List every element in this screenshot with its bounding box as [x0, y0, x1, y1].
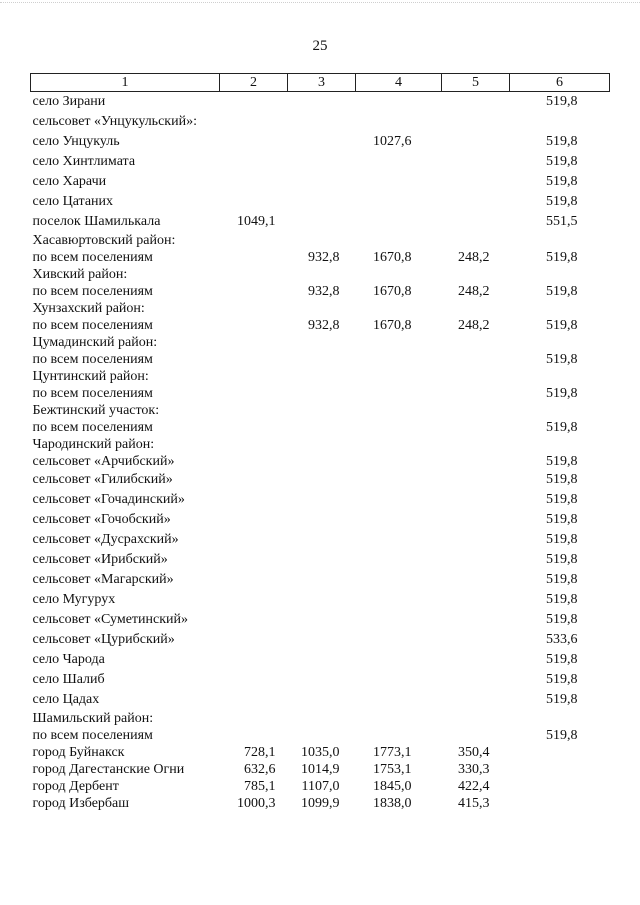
table-row	[31, 453, 610, 470]
row-value-c5	[442, 212, 510, 232]
row-name: сельсовет «Ирибский»	[32, 552, 168, 567]
row-value-c4: 1773,1	[373, 745, 412, 760]
row-value-c6	[510, 232, 610, 249]
row-value-c2: 785,1	[244, 779, 276, 794]
row-value-c6	[510, 778, 610, 795]
row-value-c4	[356, 385, 442, 402]
row-value-c5	[442, 300, 510, 317]
table-row	[31, 317, 610, 334]
table-body	[31, 92, 610, 813]
row-value-c5	[442, 385, 510, 402]
row-value-c3	[288, 152, 356, 172]
row-value-c3	[288, 232, 356, 249]
row-value-c3	[288, 172, 356, 192]
row-value-c4: 1027,6	[373, 134, 412, 149]
row-value-c4	[356, 351, 442, 368]
row-value-c5	[442, 351, 510, 368]
row-value-c5	[442, 530, 510, 550]
row-name: сельсовет «Магарский»	[32, 572, 174, 587]
row-value-c3: 1035,0	[301, 745, 340, 760]
row-value-c5	[442, 402, 510, 419]
table-row	[31, 283, 610, 300]
table-row	[31, 590, 610, 610]
row-value-c2	[220, 152, 288, 172]
table-row	[31, 112, 610, 132]
row-value-c2: 728,1	[244, 745, 276, 760]
row-value-c2	[220, 453, 288, 470]
row-value-c5	[442, 192, 510, 212]
row-name: по всем поселениям	[32, 318, 153, 333]
row-value-c6: 519,8	[546, 472, 578, 487]
row-value-c4	[356, 334, 442, 351]
row-value-c3	[288, 368, 356, 385]
row-value-c6: 519,8	[546, 94, 578, 109]
row-value-c4	[356, 630, 442, 650]
row-value-c3	[288, 530, 356, 550]
row-value-c5	[442, 334, 510, 351]
row-value-c6: 519,8	[546, 284, 578, 299]
row-value-c2	[220, 112, 288, 132]
row-value-c3: 932,8	[308, 318, 340, 333]
row-name: село Цатаних	[32, 194, 114, 209]
row-value-c2	[220, 402, 288, 419]
row-value-c5	[442, 670, 510, 690]
row-value-c5	[442, 232, 510, 249]
row-name: Хунзахский район:	[32, 301, 145, 316]
row-value-c4: 1845,0	[373, 779, 412, 794]
row-value-c5	[442, 132, 510, 152]
row-value-c3: 1099,9	[301, 796, 340, 811]
row-value-c6: 519,8	[546, 728, 578, 743]
row-value-c3	[288, 192, 356, 212]
row-value-c4	[356, 550, 442, 570]
row-value-c2	[220, 510, 288, 530]
row-value-c2	[220, 610, 288, 630]
row-value-c5	[442, 570, 510, 590]
table-row	[31, 610, 610, 630]
page-number: 25	[312, 38, 328, 54]
column-header-3: 3	[288, 74, 356, 92]
table-row	[31, 490, 610, 510]
row-value-c4	[356, 436, 442, 453]
row-value-c2	[220, 670, 288, 690]
table-row	[31, 727, 610, 744]
table-row	[31, 92, 610, 113]
table-row	[31, 385, 610, 402]
row-value-c4	[356, 470, 442, 490]
row-value-c2	[220, 232, 288, 249]
row-value-c2: 1000,3	[237, 796, 276, 811]
row-value-c4	[356, 212, 442, 232]
row-value-c5: 248,2	[458, 284, 490, 299]
row-value-c2	[220, 300, 288, 317]
table-row	[31, 266, 610, 283]
row-value-c6: 519,8	[546, 250, 578, 265]
row-name: сельсовет «Цурибский»	[32, 632, 175, 647]
row-value-c4	[356, 510, 442, 530]
row-value-c2	[220, 690, 288, 710]
row-value-c5: 415,3	[458, 796, 490, 811]
row-name: Бежтинский участок:	[32, 403, 160, 418]
row-value-c4	[356, 530, 442, 550]
row-value-c4	[356, 590, 442, 610]
row-name: село Мугурух	[32, 592, 116, 607]
row-value-c6: 519,8	[546, 532, 578, 547]
row-value-c5: 350,4	[458, 745, 490, 760]
row-name: Цунтинский район:	[32, 369, 149, 384]
table-row	[31, 650, 610, 670]
row-value-c4	[356, 192, 442, 212]
row-value-c6: 519,8	[546, 512, 578, 527]
row-value-c5	[442, 650, 510, 670]
row-value-c3	[288, 436, 356, 453]
row-value-c2	[220, 132, 288, 152]
table-row	[31, 670, 610, 690]
table-row	[31, 232, 610, 249]
row-value-c4: 1670,8	[373, 318, 412, 333]
row-value-c5	[442, 92, 510, 113]
row-value-c6: 519,8	[546, 692, 578, 707]
row-value-c5: 248,2	[458, 250, 490, 265]
row-value-c2	[220, 419, 288, 436]
row-value-c3	[288, 300, 356, 317]
row-value-c6	[510, 436, 610, 453]
row-value-c6: 519,8	[546, 672, 578, 687]
row-value-c2	[220, 249, 288, 266]
table-row	[31, 744, 610, 761]
table-row	[31, 761, 610, 778]
row-value-c6: 519,8	[546, 652, 578, 667]
table-row	[31, 510, 610, 530]
row-value-c4	[356, 670, 442, 690]
row-value-c2	[220, 317, 288, 334]
row-value-c6: 519,8	[546, 174, 578, 189]
row-value-c3: 1107,0	[301, 779, 340, 794]
row-name: по всем поселениям	[32, 728, 153, 743]
row-name: по всем поселениям	[32, 386, 153, 401]
row-value-c3	[288, 351, 356, 368]
row-value-c2	[220, 530, 288, 550]
row-name: село Харачи	[32, 174, 107, 189]
row-name: Чародинский район:	[32, 437, 155, 452]
row-value-c6	[510, 795, 610, 812]
row-name: село Зирани	[32, 94, 106, 109]
row-name: по всем поселениям	[32, 352, 153, 367]
row-name: по всем поселениям	[32, 250, 153, 265]
row-value-c2	[220, 266, 288, 283]
row-name: сельсовет «Арчибский»	[32, 454, 175, 469]
row-value-c3	[288, 670, 356, 690]
table-row	[31, 690, 610, 710]
row-name: сельсовет «Гочадинский»	[32, 492, 185, 507]
row-value-c3	[288, 490, 356, 510]
row-value-c3	[288, 510, 356, 530]
row-value-c5	[442, 112, 510, 132]
row-value-c3	[288, 550, 356, 570]
row-value-c5	[442, 152, 510, 172]
row-value-c2	[220, 385, 288, 402]
row-value-c3	[288, 112, 356, 132]
row-value-c3: 932,8	[308, 250, 340, 265]
row-name: сельсовет «Суметинский»	[32, 612, 189, 627]
row-value-c5	[442, 610, 510, 630]
row-value-c4	[356, 690, 442, 710]
row-name: сельсовет «Дусрахский»	[32, 532, 179, 547]
row-value-c6	[510, 710, 610, 727]
row-value-c5	[442, 590, 510, 610]
row-value-c5: 248,2	[458, 318, 490, 333]
row-value-c3	[288, 385, 356, 402]
row-value-c6	[510, 112, 610, 132]
row-value-c6	[510, 266, 610, 283]
row-value-c2	[220, 172, 288, 192]
row-value-c4: 1670,8	[373, 250, 412, 265]
row-name: по всем поселениям	[32, 420, 153, 435]
row-value-c5	[442, 710, 510, 727]
row-value-c3	[288, 727, 356, 744]
row-value-c6: 519,8	[546, 386, 578, 401]
row-value-c6: 533,6	[546, 632, 578, 647]
table-row	[31, 795, 610, 812]
row-value-c2	[220, 727, 288, 744]
row-name: поселок Шамилькала	[32, 214, 161, 229]
row-value-c5	[442, 510, 510, 530]
table-row	[31, 470, 610, 490]
row-value-c2	[220, 490, 288, 510]
row-value-c6: 519,8	[546, 154, 578, 169]
row-value-c5	[442, 470, 510, 490]
table-row	[31, 530, 610, 550]
row-value-c2	[220, 283, 288, 300]
row-value-c3	[288, 453, 356, 470]
row-value-c4	[356, 300, 442, 317]
table-row	[31, 300, 610, 317]
row-name: село Унцукуль	[32, 134, 120, 149]
row-value-c2	[220, 710, 288, 727]
tariff-table	[30, 73, 610, 812]
row-value-c3	[288, 710, 356, 727]
row-value-c3	[288, 630, 356, 650]
row-value-c4	[356, 368, 442, 385]
row-value-c3	[288, 92, 356, 113]
table-row	[31, 212, 610, 232]
row-value-c2	[220, 92, 288, 113]
row-name: село Шалиб	[32, 672, 105, 687]
column-header-1: 1	[31, 74, 220, 92]
row-name: сельсовет «Унцукульский»:	[32, 114, 197, 129]
row-value-c6: 519,8	[546, 194, 578, 209]
row-value-c2: 632,6	[244, 762, 276, 777]
row-value-c3	[288, 650, 356, 670]
row-value-c6: 551,5	[546, 214, 578, 229]
row-value-c6: 519,8	[546, 352, 578, 367]
row-value-c5	[442, 266, 510, 283]
table-row	[31, 249, 610, 266]
row-value-c2	[220, 436, 288, 453]
row-value-c2	[220, 650, 288, 670]
row-name: сельсовет «Гочобский»	[32, 512, 171, 527]
row-value-c5: 422,4	[458, 779, 490, 794]
row-value-c5: 330,3	[458, 762, 490, 777]
row-value-c6: 519,8	[546, 592, 578, 607]
scan-artifact-line	[0, 2, 640, 4]
row-name: село Чарода	[32, 652, 105, 667]
row-value-c4	[356, 266, 442, 283]
row-value-c4	[356, 727, 442, 744]
row-value-c6: 519,8	[546, 572, 578, 587]
row-value-c4: 1838,0	[373, 796, 412, 811]
row-value-c4	[356, 419, 442, 436]
row-value-c6: 519,8	[546, 420, 578, 435]
row-value-c3	[288, 419, 356, 436]
table-row	[31, 778, 610, 795]
row-value-c2	[220, 550, 288, 570]
row-value-c4	[356, 112, 442, 132]
row-value-c4	[356, 570, 442, 590]
row-value-c2	[220, 630, 288, 650]
row-value-c5	[442, 436, 510, 453]
row-value-c4	[356, 92, 442, 113]
row-value-c6: 519,8	[546, 552, 578, 567]
row-name: город Дербент	[32, 779, 119, 794]
row-value-c4: 1753,1	[373, 762, 412, 777]
row-value-c6: 519,8	[546, 492, 578, 507]
row-value-c5	[442, 453, 510, 470]
row-value-c4	[356, 650, 442, 670]
row-value-c2	[220, 470, 288, 490]
row-value-c3: 932,8	[308, 284, 340, 299]
row-name: Хивский район:	[32, 267, 128, 282]
table-row	[31, 334, 610, 351]
row-name: село Хинтлимата	[32, 154, 136, 169]
row-value-c3	[288, 402, 356, 419]
row-value-c3	[288, 570, 356, 590]
row-value-c4	[356, 610, 442, 630]
table-row	[31, 402, 610, 419]
row-value-c5	[442, 419, 510, 436]
row-value-c4	[356, 402, 442, 419]
row-value-c3	[288, 266, 356, 283]
row-value-c2	[220, 570, 288, 590]
row-value-c3	[288, 132, 356, 152]
row-value-c5	[442, 490, 510, 510]
table-row	[31, 192, 610, 212]
row-value-c6: 519,8	[546, 454, 578, 469]
row-value-c6	[510, 368, 610, 385]
table-header-row	[31, 74, 610, 92]
table-row	[31, 570, 610, 590]
column-header-2: 2	[220, 74, 288, 92]
row-value-c2	[220, 590, 288, 610]
row-value-c4	[356, 710, 442, 727]
column-header-4: 4	[356, 74, 442, 92]
row-value-c4	[356, 490, 442, 510]
table-row	[31, 351, 610, 368]
column-header-5: 5	[442, 74, 510, 92]
row-name: город Буйнакск	[32, 745, 125, 760]
row-value-c4	[356, 453, 442, 470]
row-value-c3	[288, 590, 356, 610]
row-value-c2	[220, 368, 288, 385]
row-name: Шамильский район:	[32, 711, 154, 726]
row-value-c6: 519,8	[546, 318, 578, 333]
row-value-c3	[288, 690, 356, 710]
row-name: город Избербаш	[32, 796, 130, 811]
row-value-c5	[442, 690, 510, 710]
row-value-c5	[442, 630, 510, 650]
row-name: сельсовет «Гилибский»	[32, 472, 173, 487]
table-row	[31, 172, 610, 192]
table-row	[31, 132, 610, 152]
row-value-c4	[356, 232, 442, 249]
table-row	[31, 630, 610, 650]
table-row	[31, 550, 610, 570]
row-value-c4	[356, 172, 442, 192]
row-value-c2	[220, 192, 288, 212]
row-value-c2: 1049,1	[237, 214, 276, 229]
row-value-c6: 519,8	[546, 612, 578, 627]
row-value-c4: 1670,8	[373, 284, 412, 299]
row-value-c6: 519,8	[546, 134, 578, 149]
row-value-c6	[510, 744, 610, 761]
table-row	[31, 152, 610, 172]
row-value-c4	[356, 152, 442, 172]
row-value-c2	[220, 351, 288, 368]
row-name: город Дагестанские Огни	[32, 762, 185, 777]
row-value-c5	[442, 550, 510, 570]
row-name: по всем поселениям	[32, 284, 153, 299]
row-name: Хасавюртовский район:	[32, 233, 176, 248]
row-value-c2	[220, 334, 288, 351]
row-value-c5	[442, 172, 510, 192]
table-row	[31, 436, 610, 453]
column-header-6: 6	[510, 74, 610, 92]
row-value-c5	[442, 368, 510, 385]
row-name: Цумадинский район:	[32, 335, 158, 350]
row-value-c5	[442, 727, 510, 744]
row-value-c6	[510, 402, 610, 419]
table-row	[31, 419, 610, 436]
row-value-c3	[288, 470, 356, 490]
row-name: село Цадах	[32, 692, 100, 707]
table-row	[31, 368, 610, 385]
row-value-c3	[288, 334, 356, 351]
table-row	[31, 710, 610, 727]
row-value-c6	[510, 761, 610, 778]
row-value-c6	[510, 334, 610, 351]
row-value-c3	[288, 610, 356, 630]
row-value-c3: 1014,9	[301, 762, 340, 777]
row-value-c3	[288, 212, 356, 232]
row-value-c6	[510, 300, 610, 317]
